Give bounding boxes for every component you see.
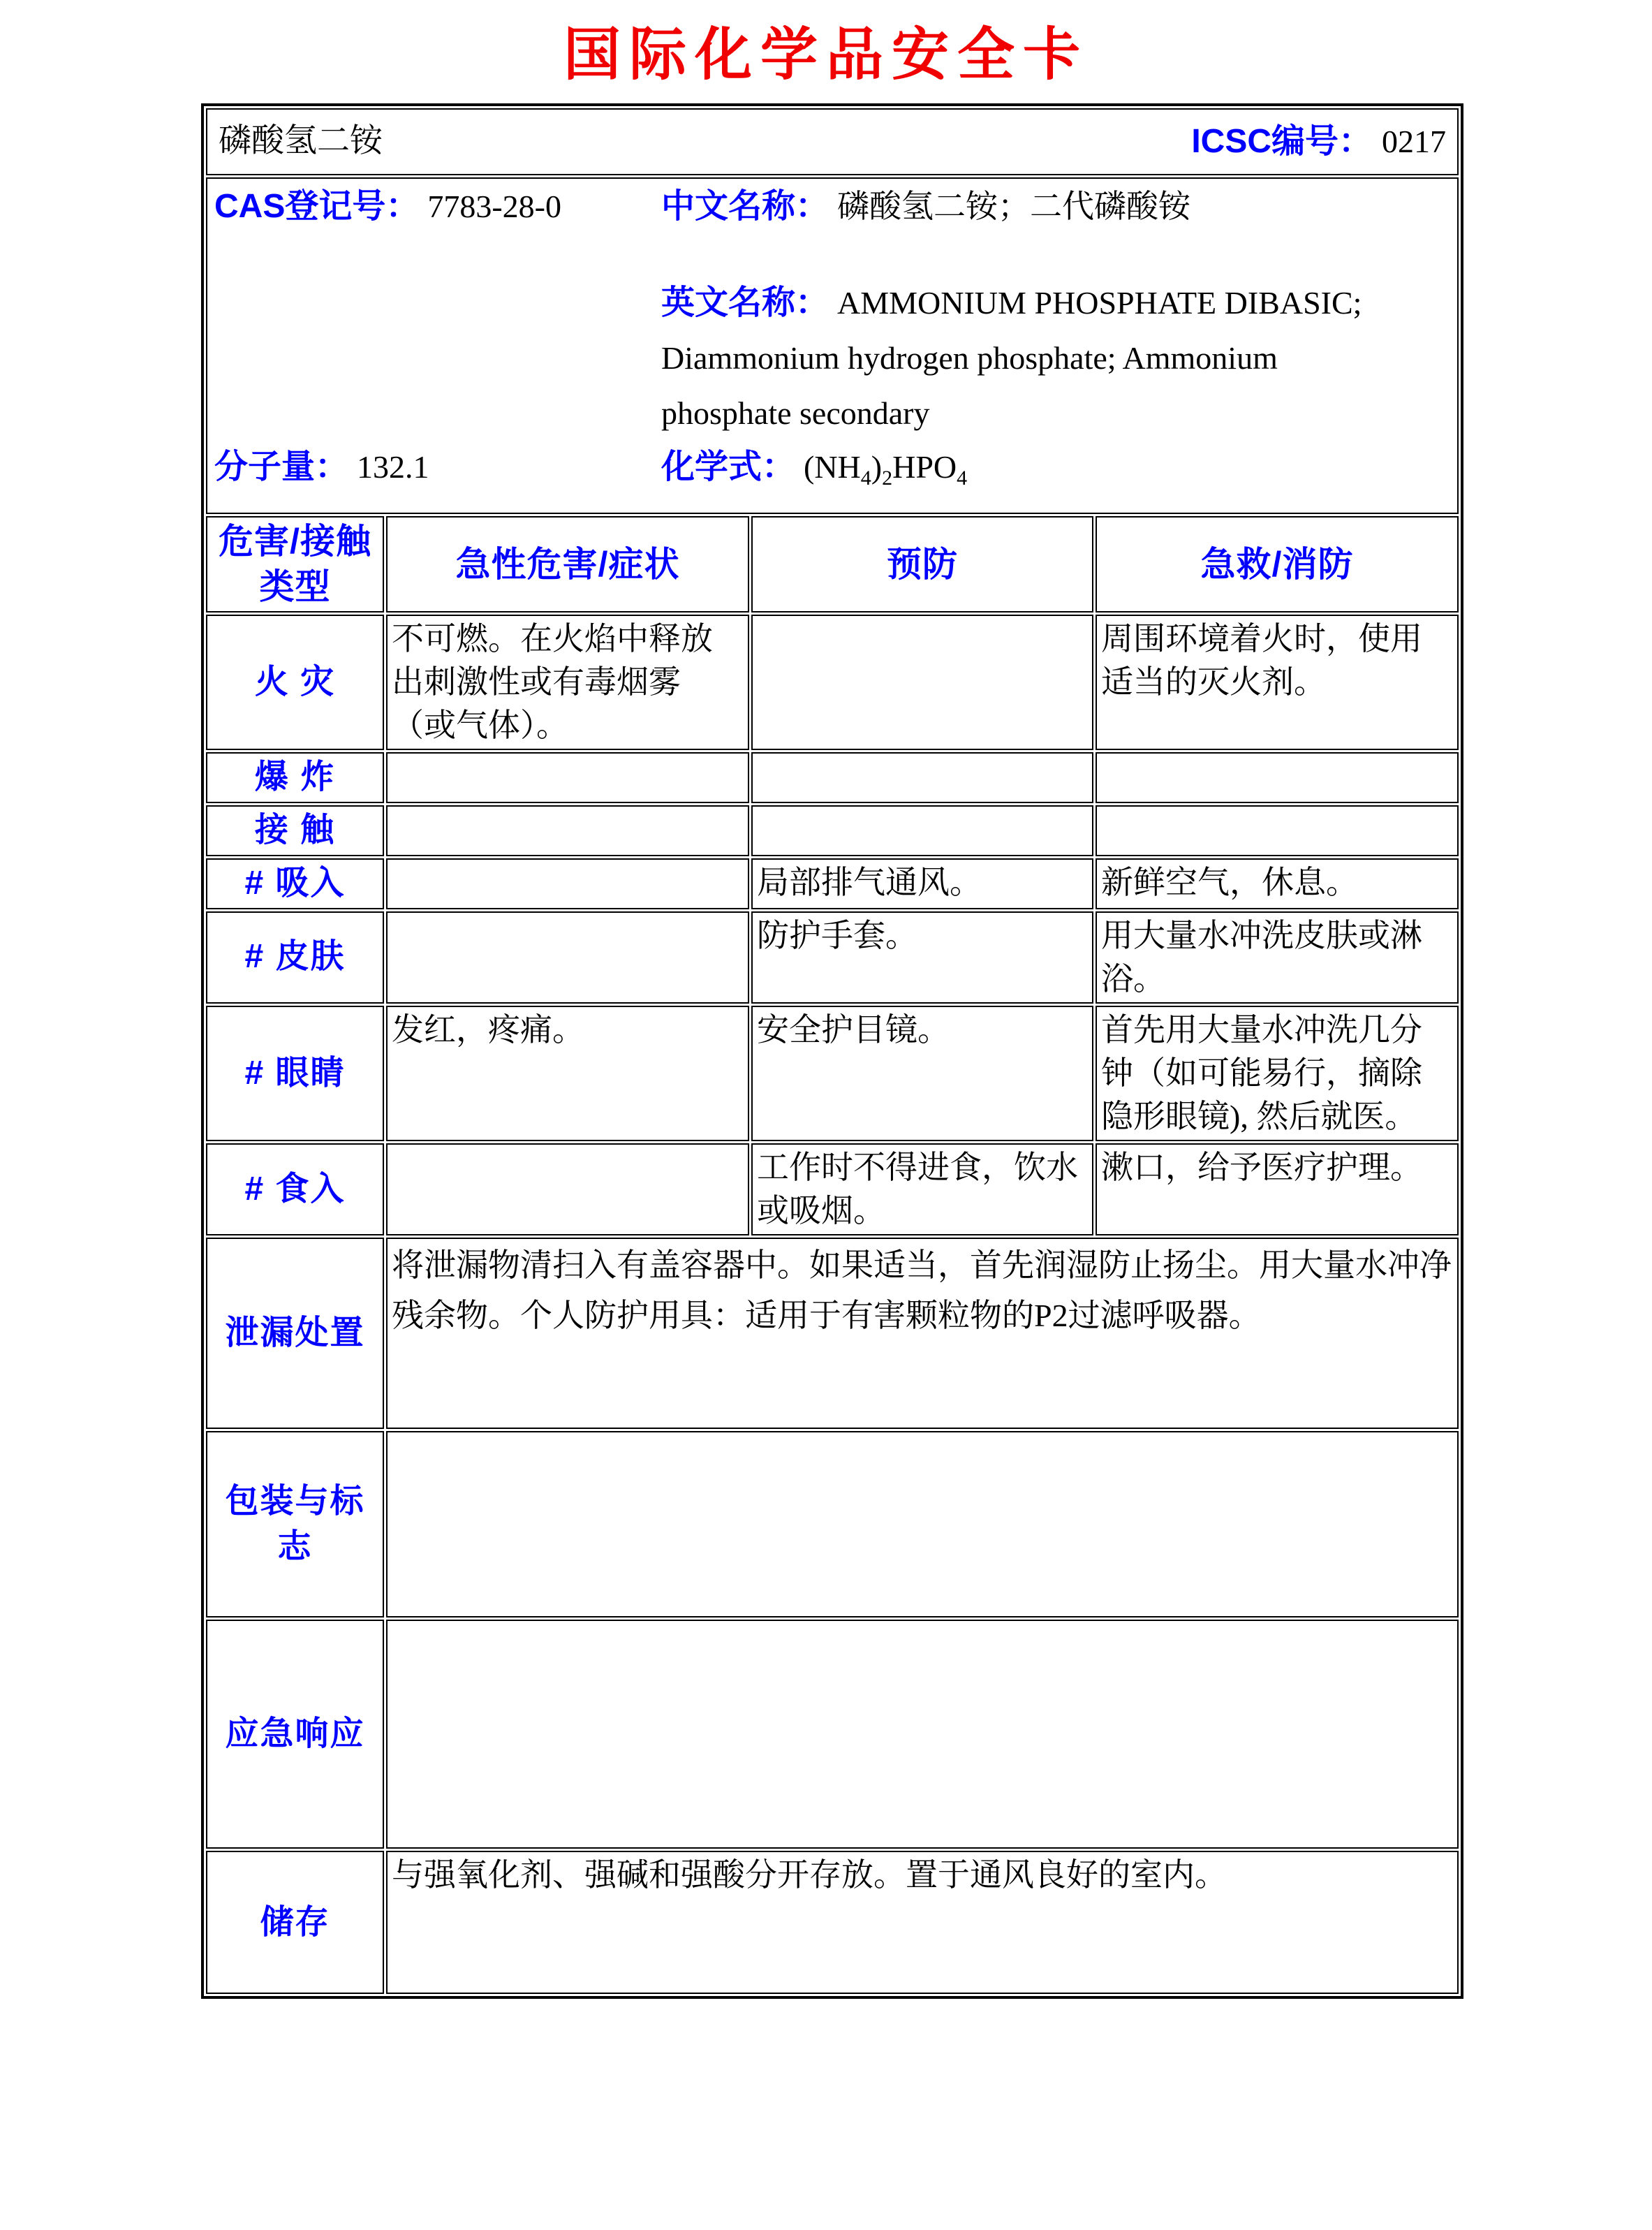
section-content-cell: 与强氧化剂、强碱和强酸分开存放。置于通风良好的室内。 [386,1851,1459,1994]
hazard-row-inhalation [206,858,1459,909]
hazard-row-explosion [206,752,1459,803]
icsc-number-group [1191,119,1446,165]
firstaid-cell [1096,752,1459,803]
molecular-weight-value: 132.1 [357,449,429,485]
firstaid-cell: 首先用大量水冲洗几分钟（如可能易行，摘除隐形眼镜), 然后就医。 [1096,1006,1459,1141]
hazard-type-label: 接 触 [206,805,384,856]
english-name-label: 英文名称： [661,284,829,321]
formula-line [661,445,1450,500]
hazard-header-row [206,516,1459,612]
prevention-cell: 局部排气通风。 [751,858,1093,909]
hazard-type-label: # 吸入 [206,858,384,909]
cas-number: 7783-28-0 [427,189,561,225]
prevention-cell [751,615,1093,750]
section-content-cell [386,1620,1459,1849]
symptoms-cell: 不可燃。在火焰中释放出刺激性或有毒烟雾（或气体）。 [386,615,749,750]
section-label-cell: 应急响应 [206,1620,384,1849]
section-row-spillage [206,1238,1459,1429]
section-label-cell: 包装与标志 [206,1431,384,1618]
identity-cell [206,177,1459,514]
symptoms-cell [386,858,749,909]
safety-card-table [201,103,1463,1999]
hazard-type-label: # 眼睛 [206,1006,384,1141]
symptoms-cell [386,805,749,856]
hazard-row-skin [206,911,1459,1004]
hazard-type-label: # 食入 [206,1143,384,1235]
icsc-number: 0217 [1382,123,1446,159]
english-name-line [661,274,1366,441]
firstaid-cell [1096,805,1459,856]
prevention-cell [751,752,1093,803]
prevention-cell [751,805,1093,856]
substance-name: 磷酸氢二铵 [219,123,383,160]
firstaid-cell: 新鲜空气，休息。 [1096,858,1459,909]
column-header-prevention: 预防 [751,516,1093,612]
prevention-cell: 防护手套。 [751,911,1093,1004]
hazard-row-contact [206,805,1459,856]
section-row-packaging [206,1431,1459,1618]
hazard-type-label: # 皮肤 [206,911,384,1004]
section-row-emergency-response [206,1620,1459,1849]
chemical-formula: $(NH_4)_2HPO_4$ [804,449,968,490]
hazard-row-ingestion [206,1143,1459,1235]
symptoms-cell [386,1143,749,1235]
section-row-storage [206,1851,1459,1994]
identity-left-column [214,184,661,500]
column-header-hazard-type: 危害/接触类型 [206,516,384,612]
section-label-cell: 储存 [206,1851,384,1994]
symptoms-cell [386,911,749,1004]
chinese-name-label: 中文名称： [661,188,829,226]
identity-row [206,177,1459,514]
hazard-type-label: 火 灾 [206,615,384,750]
english-name-value: AMMONIUM PHOSPHATE DIBASIC; Diammonium hydrogen phosphate; Ammonium phosphate secondary [661,284,1362,431]
page-title: 国际化学品安全卡 [563,23,1089,87]
column-header-firstaid: 急救/消防 [1096,516,1459,612]
hazard-row-fire [206,615,1459,750]
name-row [206,108,1459,175]
section-content-cell [386,1431,1459,1618]
cas-label: CAS登记号： [214,188,420,226]
hazard-row-eyes [206,1006,1459,1141]
molecular-weight-line [214,445,661,500]
section-content-cell: 将泄漏物清扫入有盖容器中。如果适当，首先润湿防止扬尘。用大量水冲净残余物。个人防护用具：适用于有害颗粒物的P2过滤呼吸器。 [386,1238,1459,1429]
firstaid-cell: 漱口，给予医疗护理。 [1096,1143,1459,1235]
cas-line [214,184,661,230]
symptoms-cell: 发红，疼痛。 [386,1006,749,1141]
molecular-weight-label: 分子量： [214,448,349,486]
hazard-type-label: 爆 炸 [206,752,384,803]
symptoms-cell [386,752,749,803]
identity-right-column [661,184,1450,500]
name-cell [206,108,1459,175]
formula-label: 化学式： [661,448,796,486]
icsc-label: ICSC编号： [1191,122,1372,160]
section-label-cell: 泄漏处置 [206,1238,384,1429]
chinese-name-value: 磷酸氢二铵；二代磷酸铵 [837,189,1191,225]
column-header-symptoms: 急性危害/症状 [386,516,749,612]
firstaid-cell: 周围环境着火时，使用适当的灭火剂。 [1096,615,1459,750]
firstaid-cell: 用大量水冲洗皮肤或淋浴。 [1096,911,1459,1004]
chinese-name-line [661,184,1450,230]
prevention-cell: 安全护目镜。 [751,1006,1093,1141]
prevention-cell: 工作时不得进食，饮水或吸烟。 [751,1143,1093,1235]
